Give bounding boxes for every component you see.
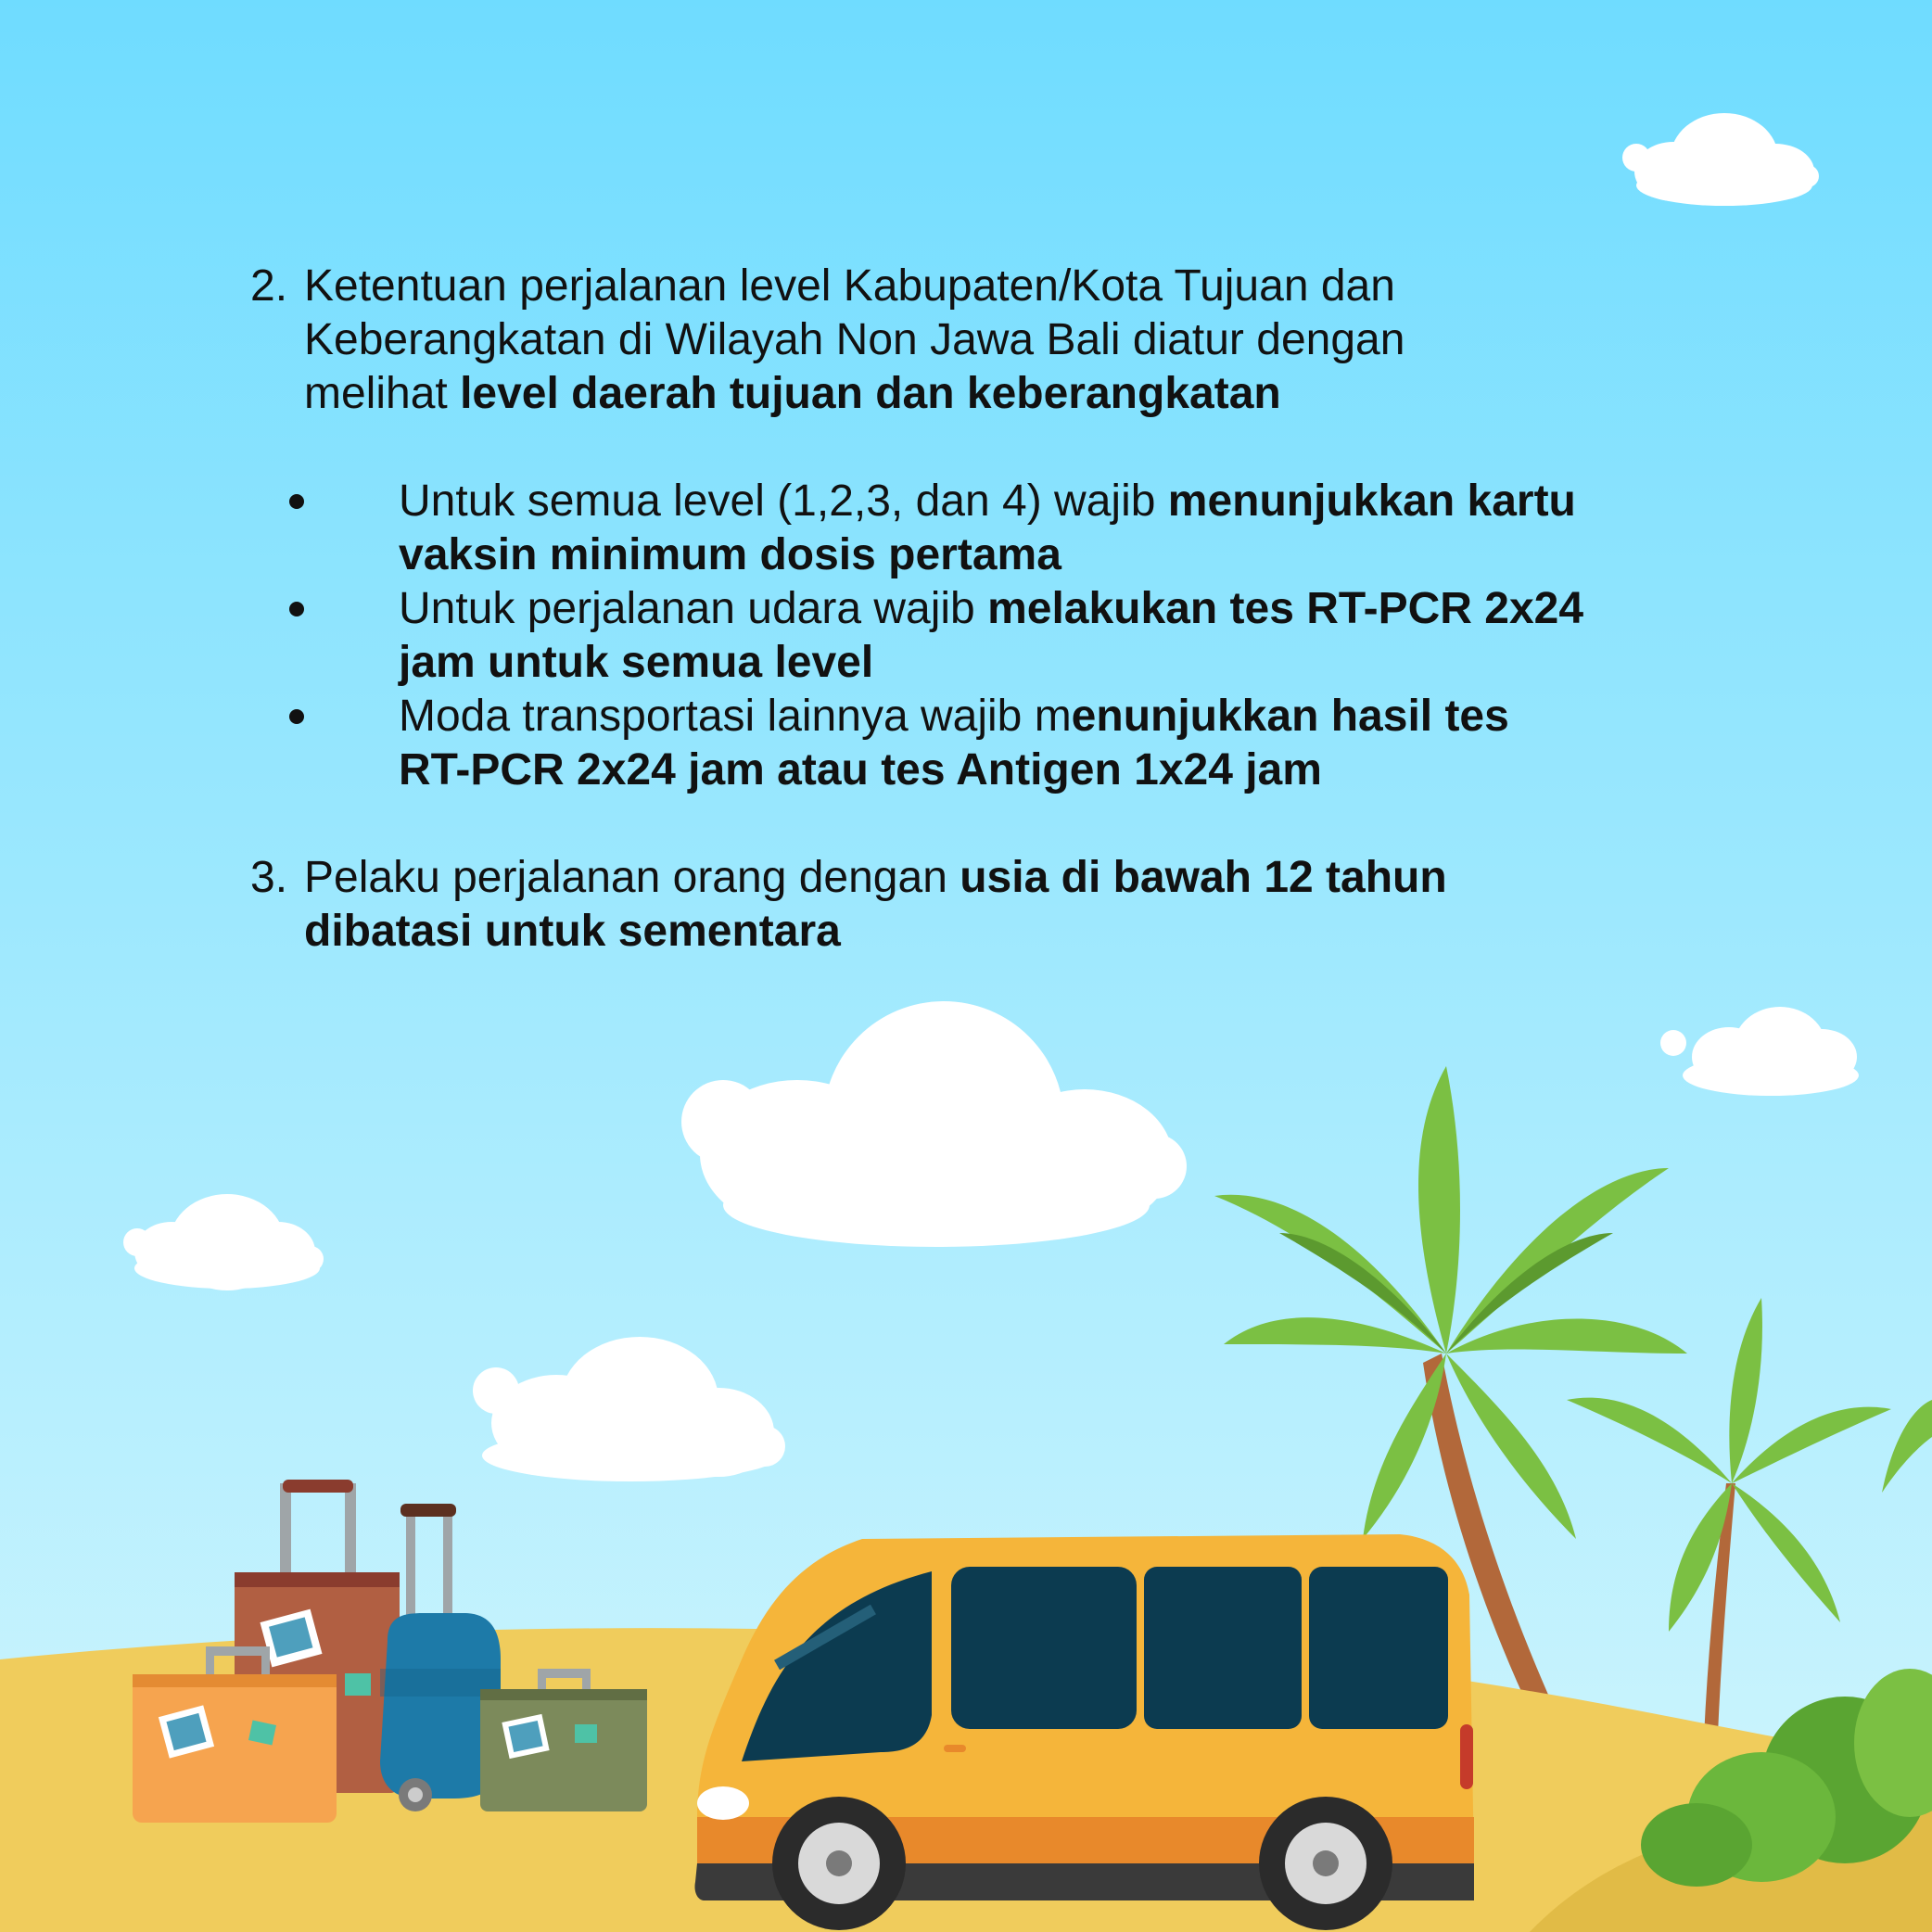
rule-line <box>304 367 1405 421</box>
rule-body <box>304 260 1405 421</box>
rule-line <box>304 851 1447 905</box>
bullet-plain: Untuk perjalanan udara wajib <box>399 584 988 633</box>
rule-line <box>304 905 1447 959</box>
bullet-bold: vaksin minimum dosis pertama <box>399 530 1061 579</box>
bullet-icon <box>289 709 304 724</box>
bullet-list <box>250 475 1771 797</box>
bullet-bold: menunjukkan kartu <box>1167 477 1576 526</box>
bullet-plain: Untuk semua level (1,2,3, dan 4) wajib <box>399 477 1168 526</box>
bullet-bold: melakukan tes RT-PCR 2x24 <box>987 584 1584 633</box>
bullet-item <box>250 475 1771 582</box>
rule-bold-text: usia di bawah 12 tahun <box>960 853 1447 902</box>
rule-line: Ketentuan perjalanan level Kabupaten/Kota Tujuan dan <box>304 261 1395 311</box>
bullet-bold: jam untuk semua level <box>399 638 874 687</box>
rule-number: 3. <box>250 853 288 902</box>
bullet-text <box>399 690 1509 797</box>
bullet-line <box>399 528 1576 582</box>
bullet-item <box>250 690 1771 797</box>
bullet-line <box>399 744 1509 797</box>
rule-text: melihat <box>304 369 461 418</box>
bullet-line <box>399 475 1576 528</box>
rule-item-2 <box>250 260 1771 421</box>
rule-bold-text: level daerah tujuan dan keberangkatan <box>460 369 1281 418</box>
rule-bold-text: dibatasi untuk sementara <box>304 907 841 956</box>
rule-text: Pelaku perjalanan orang dengan <box>304 853 960 902</box>
bullet-line <box>399 582 1583 636</box>
bullet-icon <box>289 494 304 509</box>
bullet-line <box>399 690 1509 744</box>
bullet-icon <box>289 602 304 616</box>
bullet-bold: enunjukkan hasil tes <box>1071 692 1509 741</box>
suitcase-icon <box>480 1669 647 1811</box>
travel-rules-text <box>250 260 1771 959</box>
rule-body <box>304 851 1447 959</box>
bullet-text <box>399 582 1583 690</box>
rule-line: Keberangkatan di Wilayah Non Jawa Bali diatur dengan <box>304 315 1405 364</box>
rule-item-3 <box>250 851 1771 959</box>
van-icon <box>694 1534 1474 1930</box>
rule-number: 2. <box>250 261 288 311</box>
bullet-plain: Moda transportasi lainnya wajib m <box>399 692 1072 741</box>
bullet-item <box>250 582 1771 690</box>
bullet-bold: RT-PCR 2x24 jam atau tes Antigen 1x24 jam <box>399 745 1322 794</box>
bullet-text <box>399 475 1576 582</box>
bullet-line <box>399 636 1583 690</box>
